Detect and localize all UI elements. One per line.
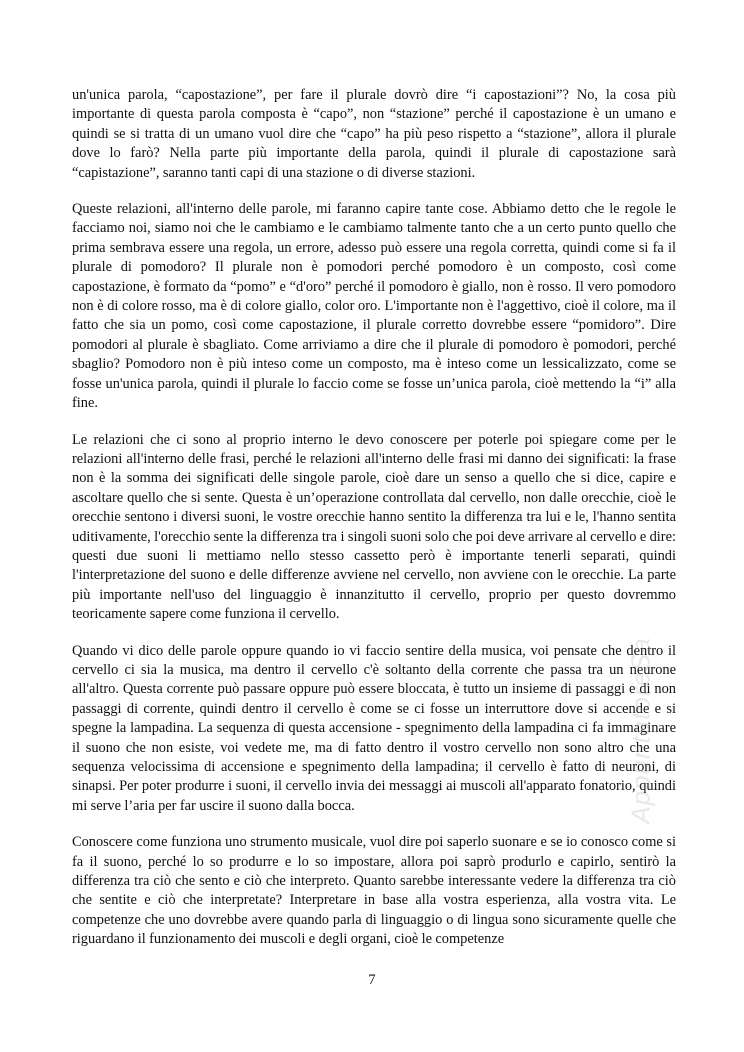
paragraph-4: Quando vi dico delle parole oppure quando io vi faccio sentire della musica, voi pensate che dentro il cervello ci sia la musica, ma dentro il cervello c'è soltanto della corrente che passa tra un neurone all'altro. Questa corrente può passare oppure può essere bloccata, è tutto un insieme di passaggi e di non passaggi di corrente, quindi dentro il cervello è come se ci fosse un interruttore dove si accende e si spegne la lampadina. La sequenza di questa accensione - spegnimento della lampadina ci fa immaginare il suono che non esiste, voi vedete me, ma di fatto dentro il vostro cervello non sono altro che una sequenza velocissima di accensione e spegnimento della lampadina; il cervello è fatto di neuroni, di sinapsi. Per poter produrre i suoni, il cervello invia dei messaggi ai muscoli all'apparato fonatorio, quindi mi serve l’aria per far uscire il suono dalla bocca. [72,642,676,814]
paragraph-5: Conoscere come funziona uno strumento musicale, vuol dire poi saperlo suonare e se io conosco come si fa il suono, perché lo so produrre e lo so impostare, allora poi saprò produrlo e capirlo, sentirò la differenza tra ciò che sento e ciò che interpreto. Quanto sarebbe interessante vedere la differenza tra ciò che sentite e ciò che interpretate? Interpretare in base alla vostra esperienza, alla vostra vita. Le competenze che uno dovrebbe avere quando parla di linguaggio o di lingua sono sicuramente quelle che riguardano il funzionamento dei muscoli e degli organi, cioè le competenze [72,834,676,948]
page-body [72,86,676,967]
paragraph-1: un'unica parola, “capostazione”, per fare il plurale dovrò dire “i capostazioni”? No, la cosa più importante di questa parola composta è “capo”, non “stazione” perché il capostazione è un umano e quindi se si tratta di un umano vuol dire che “capo” ha più peso rispetto a “stazione”, allora il plurale dove lo farò? Nella parte più importante della parola, quindi il plurale di capostazione sarà “capistazione”, saranno tanti capi di una stazione o di diverse stazioni. [72,87,676,181]
page-number: 7 [368,972,376,988]
paragraph-3: Le relazioni che ci sono al proprio interno le devo conoscere per poterle poi spiegare come per le relazioni all'interno delle frasi, perché le relazioni all'interno delle frasi mi danno dei significati: la frase non è la somma dei significati delle singole parole, cioè dare un senso a quello che si dice, capire e ascoltare quello che si sente. Questa è un’operazione controllata dal cervello, non dalle orecchie, cioè le orecchie sentono i diversi suoni, le vostre orecchie hanno sentito la differenza tra lui e le, l'hanno sentita uditivamente, l'orecchio sente la differenza tra i singoli suoni solo che poi deve arrivare al cervello e dire: questi due suoni li mettiamo nello stesso cassetto però è importante tenerli separati, quindi l'interpretazione del suono e delle differenze avviene nel cervello, non avviene con le orecchie. La parte più importante nell'uso del linguaggio è innanzitutto il cervello, proprio per questo dovremmo teoricamente sapere come funziona il cervello. [72,431,676,623]
watermark-text: AppuntatoreSa [625,636,656,824]
paragraph-2: Queste relazioni, all'interno delle parole, mi faranno capire tante cose. Abbiamo detto che le regole le facciamo noi, siamo noi che le cambiamo e le cambiamo talmente tanto che a un certo punto quello che prima sembrava essere una regola, un errore, adesso può essere una regola corretta, quindi come si fa il plurale di pomodoro? Il plurale non è pomodori perché pomodoro è un composto, così come capostazione, è formato da “pomo” e “d'oro” perché il pomodoro è giallo, non è rosso. Il vero pomodoro non è di colore rosso, ma è di colore giallo, color oro. L'importante non è l'aggettivo, cioè il colore, ma il fatto che sia un pomo, così come capostazione, il plurale corretto dovrebbe essere “pomidoro”. Dire pomodori al plurale è sbagliato. Come arriviamo a dire che il plurale di pomodoro è pomodori, perché sbaglio? Pomodoro non è più inteso come un composto, ma è inteso come un lessicalizzato, come se fosse un'unica parola, quindi il plurale lo faccio come se fosse un’unica parola, cioè mettendo la “i” alla fine. [72,201,676,412]
